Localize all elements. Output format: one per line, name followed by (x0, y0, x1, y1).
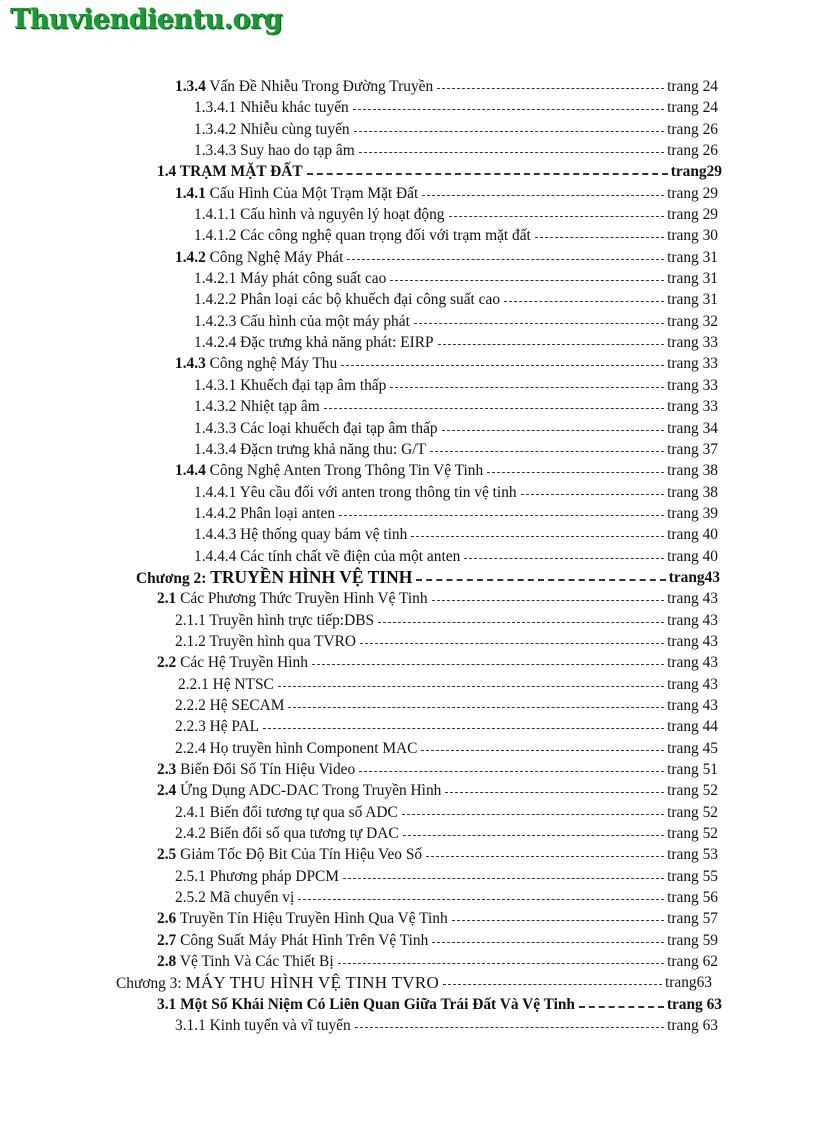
toc-entry[interactable] (0, 759, 816, 780)
toc-entry-number: 1.4.3 (175, 355, 206, 373)
toc-entry[interactable] (0, 247, 816, 268)
toc-entry-title: Giảm Tốc Độ Bit Của Tín Hiệu Veo Số (180, 846, 423, 864)
toc-entry[interactable] (0, 460, 816, 481)
toc-entry-label (175, 716, 259, 737)
toc-entry-label (175, 738, 417, 759)
toc-entry-page: trang 24 (667, 78, 718, 95)
toc-entry-number: 1.3.4 (175, 78, 206, 95)
toc-entry-title: 2.1.2 Truyền hình qua TVRO (175, 632, 356, 650)
toc-dot-leader (421, 738, 664, 751)
toc-entry[interactable] (0, 588, 816, 609)
toc-entry-label (157, 759, 355, 780)
toc-entry[interactable] (0, 674, 816, 695)
toc-entry-label (175, 247, 343, 268)
toc-entry-label (175, 631, 356, 652)
toc-dot-leader (414, 311, 664, 324)
toc-entry-label (194, 332, 434, 353)
toc-entry-title: 2.2.1 Hệ NTSC (178, 675, 274, 693)
toc-entry-number: 2.3 (157, 761, 177, 778)
toc-entry-label (194, 97, 349, 118)
toc-entry-page: trang 57 (667, 910, 718, 928)
toc-entry-page: trang63 (664, 974, 712, 992)
toc-entry[interactable] (0, 97, 816, 118)
toc-dot-leader (403, 823, 665, 836)
toc-entry-title: Cấu Hình Của Một Trạm Mặt Đất (209, 184, 419, 202)
toc-entry[interactable] (0, 268, 816, 289)
toc-entry-label (194, 119, 350, 140)
toc-entry-label (116, 972, 439, 994)
toc-entry-number: Chương 2: (136, 569, 207, 587)
toc-entry-page: trang 43 (667, 675, 718, 693)
toc-entry[interactable] (0, 524, 816, 545)
toc-entry-label (175, 695, 284, 716)
toc-entry[interactable] (0, 823, 816, 844)
toc-entry-number: 2.4 (157, 782, 177, 800)
toc-entry[interactable] (0, 76, 816, 97)
toc-dot-leader (360, 631, 664, 644)
toc-entry[interactable] (0, 119, 816, 140)
toc-entry-title: 1.4.2.1 Máy phát công suất cao (194, 270, 387, 288)
toc-entry[interactable] (0, 396, 816, 417)
toc-dot-leader (263, 716, 664, 729)
toc-entry[interactable] (0, 631, 816, 652)
toc-dot-leader (378, 610, 664, 623)
toc-entry[interactable] (0, 225, 816, 246)
toc-entry-page: trang 33 (667, 355, 718, 373)
toc-entry-title: TRUYỀN HÌNH VỆ TINH (210, 566, 413, 587)
toc-dot-leader (354, 119, 665, 132)
toc-entry-number: 2.5 (157, 846, 177, 864)
toc-dot-leader (442, 418, 665, 431)
toc-entry-page: trang 62 (667, 953, 718, 971)
toc-dot-leader (288, 695, 664, 708)
toc-entry[interactable] (0, 482, 816, 503)
toc-dot-leader (521, 482, 665, 495)
toc-entry-number: 2.1 (157, 590, 177, 608)
toc-entry-page: trang 39 (667, 504, 718, 522)
toc-entry[interactable] (0, 332, 816, 353)
toc-entry[interactable] (0, 546, 816, 567)
toc-entry-number: 2.8 (157, 953, 177, 971)
toc-entry[interactable] (0, 418, 816, 439)
toc-dot-leader (343, 866, 664, 879)
toc-entry-label (194, 375, 386, 396)
toc-entry-label (157, 930, 428, 951)
toc-entry[interactable] (0, 994, 816, 1015)
toc-entry-label (175, 1015, 351, 1036)
toc-entry[interactable] (0, 908, 816, 929)
toc-dot-leader (411, 524, 664, 537)
toc-dot-leader (464, 546, 664, 559)
toc-dot-leader (278, 674, 664, 687)
toc-dot-leader (437, 76, 664, 89)
toc-dot-leader (426, 844, 664, 857)
toc-dot-leader (307, 161, 668, 175)
toc-entry-title: 1.4.4.2 Phân loại anten (194, 504, 336, 522)
toc-entry-title: Biến Đổi Số Tín Hiệu Video (180, 761, 356, 778)
toc-dot-leader (359, 759, 664, 772)
toc-entry-label (157, 780, 441, 801)
toc-entry-page: trang 45 (667, 739, 718, 757)
toc-entry[interactable] (0, 780, 816, 801)
toc-entry-label (136, 567, 412, 589)
toc-entry-page: trang 38 (667, 483, 718, 501)
toc-entry-page: trang 52 (667, 825, 718, 843)
toc-entry[interactable] (0, 652, 816, 673)
toc-entry[interactable] (0, 802, 816, 823)
toc-entry-label (175, 887, 294, 908)
toc-dot-leader (390, 268, 664, 281)
toc-dot-leader (535, 225, 664, 238)
toc-entry-page: trang 33 (667, 398, 718, 416)
toc-dot-leader (432, 588, 665, 601)
toc-dot-leader (341, 353, 664, 366)
toc-entry[interactable] (0, 695, 816, 716)
toc-entry-label (157, 844, 422, 865)
toc-entry[interactable] (0, 140, 816, 161)
toc-entry-title: Ứng Dụng ADC-DAC Trong Truyền Hình (180, 782, 442, 800)
toc-entry-title: 1.3.4.1 Nhiễu khác tuyến (194, 99, 349, 117)
toc-entry-page: trang 52 (667, 782, 718, 800)
toc-entry-title: Vệ Tinh Và Các Thiết Bị (179, 953, 334, 971)
toc-entry-page: trang 59 (667, 931, 718, 949)
toc-entry-page: trang 26 (667, 142, 718, 160)
toc-entry-label (157, 161, 303, 182)
toc-entry-label (175, 802, 398, 823)
toc-entry[interactable] (0, 311, 816, 332)
toc-entry-number: 1.4.4 (175, 462, 206, 480)
toc-entry-title: 1.4.4.1 Yêu cầu đối với anten trong thông tin vệ tinh (194, 483, 517, 501)
toc-dot-leader (422, 183, 664, 196)
toc-entry[interactable] (0, 353, 816, 374)
toc-entry-title: 2.2.2 Hệ SECAM (175, 696, 285, 714)
toc-entry-title: Công Nghệ Máy Phát (209, 248, 344, 266)
toc-dot-leader (402, 802, 664, 815)
toc-entry-page: trang 55 (667, 867, 718, 885)
toc-entry-title: 1.4.3.4 Đặcn trưng khả năng thu: G/T (194, 440, 426, 458)
toc-entry-title: 1.4.2.4 Đặc trưng khả năng phát: EIRP (194, 334, 434, 352)
toc-entry-label (194, 418, 438, 439)
toc-entry-number: 1.4.2 (175, 248, 206, 266)
toc-entry-title: MÁY THU HÌNH VỆ TINH TVRO (185, 973, 440, 993)
toc-entry-title: 1.3.4.2 Nhiễu cùng tuyến (194, 120, 350, 138)
toc-entry-page: trang 43 (667, 611, 718, 629)
toc-entry-title: 2.2.3 Hệ PAL (175, 718, 260, 736)
toc-dot-leader (438, 332, 665, 345)
toc-entry-title: 1.4.4.3 Hệ thống quay bám vệ tinh (194, 526, 408, 544)
toc-entry[interactable] (0, 439, 816, 460)
toc-entry-label (194, 311, 410, 332)
toc-dot-leader (432, 930, 664, 943)
toc-entry-number: 1.4.1 (175, 184, 206, 202)
toc-dot-leader (390, 375, 664, 388)
toc-entry-label (194, 204, 445, 225)
toc-entry-title: 3.1 Một Số Khái Niệm Có Liên Quan Giữa Trái Đất Và Vệ Tinh (157, 995, 575, 1013)
toc-entry-page: trang 43 (667, 654, 718, 672)
toc-entry[interactable] (0, 375, 816, 396)
toc-dot-leader (298, 887, 664, 900)
toc-entry[interactable] (0, 887, 816, 908)
toc-entry-number: 2.7 (157, 931, 177, 949)
toc-entry-title: Vấn Đề Nhiễu Trong Đường Truyền (209, 78, 434, 95)
toc-entry-title: 1.4.3.3 Các loại khuếch đại tạp âm thấp (194, 419, 438, 437)
toc-entry-page: trang 43 (667, 590, 718, 608)
toc-entry-label (157, 588, 428, 609)
toc-dot-leader (449, 204, 665, 217)
toc-dot-leader (504, 289, 664, 302)
toc-entry-label (194, 225, 531, 246)
toc-entry-page: trang 31 (667, 291, 718, 309)
toc-entry-page: trang 37 (667, 440, 718, 458)
toc-entry-page: trang 29 (667, 206, 718, 224)
toc-entry-page: trang 56 (667, 889, 718, 907)
toc-entry-title: 2.4.2 Biến đổi số qua tương tự DAC (175, 825, 399, 843)
toc-entry-page: trang 34 (667, 419, 718, 437)
toc-entry[interactable] (0, 951, 816, 972)
toc-entry[interactable] (0, 930, 816, 951)
toc-entry-label (194, 524, 407, 545)
toc-dot-leader (487, 460, 664, 473)
toc-entry-title: Các Phương Thức Truyền Hình Vệ Tinh (180, 590, 428, 608)
toc-entry-title: 1.4.2.3 Cấu hình của một máy phát (194, 312, 410, 330)
toc-entry-label (157, 652, 308, 673)
toc-entry-page: trang 31 (667, 248, 718, 266)
toc-entry-title: Các Hệ Truyền Hình (180, 654, 308, 672)
toc-entry[interactable] (0, 738, 816, 759)
toc-dot-leader (339, 503, 664, 516)
toc-dot-leader (430, 439, 664, 452)
toc-dot-leader (445, 780, 664, 793)
toc-dot-leader (312, 652, 664, 665)
toc-entry-page: trang 26 (667, 120, 718, 138)
toc-entry-page: trang 51 (667, 761, 718, 778)
toc-entry-title: 1.4.2.2 Phân loại các bộ khuếch đại công suất cao (194, 291, 501, 309)
toc-entry-title: 2.5.2 Mã chuyển vị (175, 889, 295, 907)
toc-entry-page: trang 40 (667, 526, 718, 544)
toc-entry-title: 1.4.3.1 Khuếch đại tạp âm thấp (194, 376, 387, 394)
toc-entry[interactable] (0, 567, 816, 588)
toc-entry-label (194, 439, 426, 460)
toc-entry[interactable] (0, 716, 816, 737)
toc-entry-label (194, 289, 500, 310)
toc-entry-page: trang 43 (667, 632, 718, 650)
toc-entry-title: 1.4.3.2 Nhiệt tạp âm (194, 398, 320, 416)
toc-entry-title: 2.5.1 Phương pháp DPCM (175, 867, 339, 885)
toc-entry-title: 2.2.4 Họ truyền hình Component MAC (175, 739, 418, 757)
toc-entry-page: trang 31 (667, 270, 718, 288)
toc-dot-leader (416, 567, 665, 581)
toc-dot-leader (338, 951, 665, 964)
toc-entry[interactable] (0, 289, 816, 310)
toc-entry-page: trang 63 (666, 995, 722, 1013)
toc-dot-leader (452, 908, 664, 921)
toc-entry-label (194, 503, 335, 524)
toc-dot-leader (579, 994, 664, 1008)
toc-entry-label (175, 353, 337, 374)
toc-dot-leader (443, 972, 662, 985)
toc-entry[interactable] (0, 844, 816, 865)
toc-entry-page: trang 52 (667, 803, 718, 821)
toc-entry-page: trang 44 (667, 718, 718, 736)
toc-entry[interactable] (0, 972, 816, 993)
toc-entry-number: 2.2 (157, 654, 177, 672)
toc-entry-page: trang 43 (667, 696, 718, 714)
toc-entry-page: trang 63 (667, 1017, 718, 1035)
toc-entry-label (175, 610, 374, 631)
toc-entry[interactable] (0, 866, 816, 887)
site-logo: Thuviendientu.org (10, 4, 283, 35)
toc-entry-title: 2.1.1 Truyền hình trực tiếp:DBS (175, 611, 375, 629)
toc-entry-label (175, 460, 483, 481)
toc-entry-label (157, 951, 334, 972)
toc-entry-page: trang 24 (667, 99, 718, 117)
toc-entry-label (175, 866, 339, 887)
toc-entry-title: Công nghệ Máy Thu (209, 355, 338, 373)
toc-entry-label (157, 994, 575, 1015)
toc-entry-title: 1.4.4.4 Các tính chất về điện của một anten (194, 547, 461, 565)
toc-entry-page: trang 33 (667, 334, 718, 352)
toc-dot-leader (353, 97, 664, 110)
toc-entry-page: trang 30 (667, 227, 718, 245)
toc-entry-title: Công Nghệ Anten Trong Thông Tin Vệ Tinh (209, 462, 484, 480)
toc-entry[interactable] (0, 183, 816, 204)
toc-dot-leader (359, 140, 664, 153)
toc-entry-page: trang29 (670, 163, 722, 181)
toc-entry-label (175, 183, 418, 204)
toc-entry-label (194, 546, 460, 567)
toc-entry-label (194, 268, 386, 289)
toc-entry[interactable] (0, 204, 816, 225)
toc-entry-page: trang 33 (667, 376, 718, 394)
toc-entry-title: 1.4 TRẠM MẶT ĐẤT (157, 163, 303, 181)
toc-entry[interactable] (0, 161, 816, 182)
toc-entry-label (178, 674, 274, 695)
table-of-contents (0, 76, 816, 1036)
toc-entry-number: Chương 3: (116, 975, 182, 993)
toc-entry-page: trang43 (668, 568, 720, 586)
toc-entry-title: 1.4.1.1 Cấu hình và nguyên lý hoạt động (194, 206, 445, 224)
toc-entry-title: 1.4.1.2 Các công nghệ quan trọng đối với trạm mặt đất (194, 227, 531, 245)
toc-dot-leader (347, 247, 664, 260)
toc-entry[interactable] (0, 610, 816, 631)
toc-entry-label (194, 482, 517, 503)
toc-entry-page: trang 32 (667, 312, 718, 330)
toc-entry-page: trang 53 (667, 846, 718, 864)
toc-entry-title: Truyền Tín Hiệu Truyền Hình Qua Vệ Tinh (179, 910, 448, 928)
toc-entry-page: trang 38 (667, 462, 718, 480)
toc-entry-title: 1.3.4.3 Suy hao do tạp âm (194, 142, 355, 160)
toc-entry-label (194, 140, 355, 161)
toc-entry-title: 2.4.1 Biến đổi tương tự qua số ADC (175, 803, 398, 821)
toc-entry-label (194, 396, 320, 417)
toc-entry-label (175, 76, 433, 97)
toc-entry-title: 3.1.1 Kinh tuyến và vĩ tuyến (175, 1017, 351, 1035)
toc-dot-leader (324, 396, 664, 409)
toc-entry[interactable] (0, 503, 816, 524)
toc-entry-number: 2.6 (157, 910, 177, 928)
toc-entry-page: trang 29 (667, 184, 718, 202)
toc-entry[interactable] (0, 1015, 816, 1036)
toc-entry-title: Công Suất Máy Phát Hình Trên Vệ Tinh (180, 931, 429, 949)
toc-entry-label (157, 908, 448, 929)
toc-dot-leader (355, 1015, 664, 1028)
toc-entry-page: trang 40 (667, 547, 718, 565)
toc-entry-label (175, 823, 399, 844)
